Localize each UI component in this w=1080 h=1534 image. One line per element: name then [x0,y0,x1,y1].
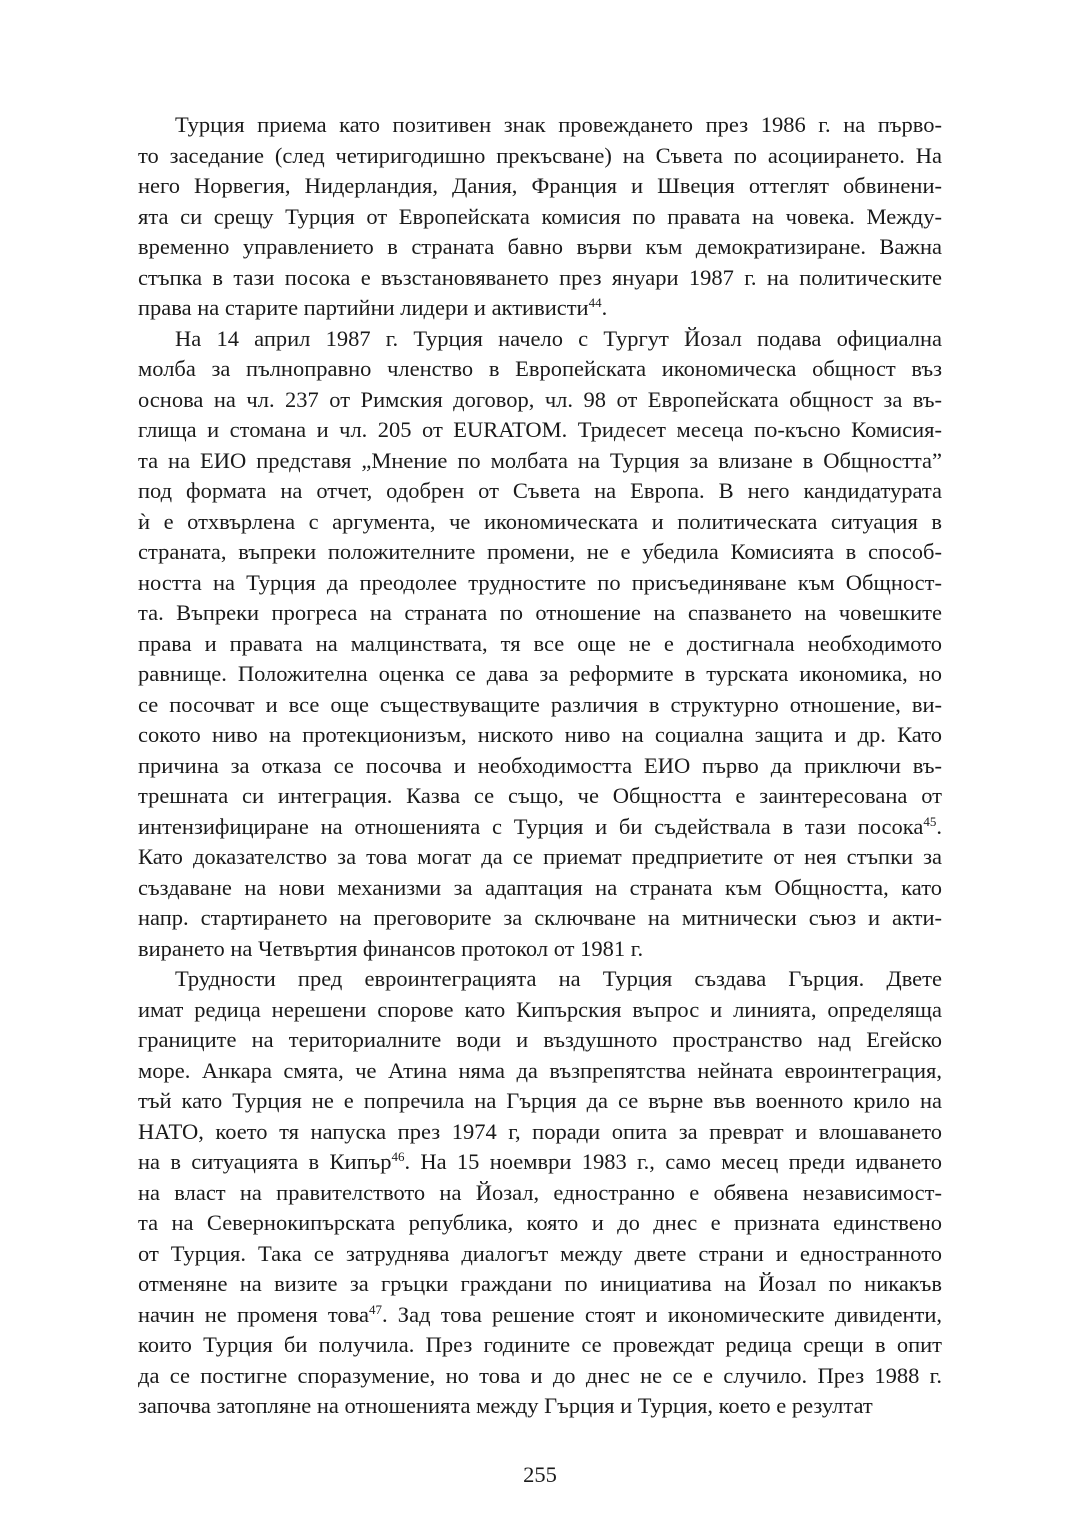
line-text-tail: . [601,295,608,320]
line-text: На 14 април 1987 г. Турция начело с Тургут Йозал подава официална [175,325,942,351]
paragraph [138,110,942,324]
line-text: отменяне на визите за гръцки граждани по инициатива на Йозал по никакъв [138,1271,942,1296]
line-text: Трудности пред евроинтеграцията на Турция създава Гърция. Двете [175,966,942,991]
text-line [138,537,942,568]
text-line [138,476,942,507]
line-text: които Турция би получила. През годините се провеждат редица срещи в опит [138,1332,942,1357]
text-line [138,202,942,233]
line-text: на в ситуацията в Кипър [138,1149,392,1174]
text-line [138,1361,942,1392]
line-text: вирането на Четвъртия финансов протокол от 1981 г. [138,935,644,961]
text-line [138,1086,942,1117]
line-text: тъй като Турция не е попречила на Гърция да се върне във военното крило на [138,1088,942,1113]
text-line [138,263,942,294]
line-text: Като доказателство за това могат да се приемат предприетите от нея стъпки за [138,844,942,869]
text-line [138,629,942,660]
text-line [138,842,942,873]
text-line [138,598,942,629]
line-text: трешната си интеграция. Казва се също, че Общността е заинтересована от [138,783,942,808]
line-text: та на Севернокипърската република, която и до днес е призната единствено [138,1210,942,1235]
text-line [138,568,942,599]
line-text: глища и стомана и чл. 205 от EURATOM. Тридесет месеца по-късно Комисия- [138,417,942,442]
text-line [138,1208,942,1239]
line-text: напр. стартирането на преговорите за сключване на митнически съюз и акти- [138,905,942,930]
line-text: начин не променя това [138,1301,369,1327]
line-text: да се постигне споразумение, но това и до днес не се е случило. През 1988 г. [138,1362,942,1388]
line-text: Турция приема като позитивен знак провеждането през 1986 г. на първо- [175,112,942,137]
line-text: от Турция. Така се затруднява диалогът между двете страни и едностранното [138,1240,942,1266]
line-text: основа на чл. 237 от Римския договор, чл. 98 от Европейската общност за въ- [138,386,942,412]
line-text: ността на Турция да преодолее трудностите по присъединяване към Общност- [138,569,942,595]
line-text: ята си срещу Турция от Европейската комисия по правата на човека. Между- [138,203,942,229]
text-line [138,690,942,721]
text-line [138,446,942,477]
line-text-tail: . Зад това решение стоят и икономическите дивиденти, [381,1301,942,1327]
line-text: него Норвегия, Нидерландия, Дания, Франция и Швеция оттеглят обвинени- [138,173,942,198]
line-text: интензифициране на отношенията с Турция и би съдействала в тази посока [138,813,924,839]
line-text: права на старите партийни лидери и активисти [138,295,589,320]
text-line [138,903,942,934]
line-text: ѝ е отхвърлена с аргумента, че икономическата и политическата ситуация в [138,508,942,534]
line-text-tail: . На 15 ноември 1983 г., само месец преди идването [404,1149,942,1174]
text-line [138,110,942,141]
text-line [138,659,942,690]
text-line [138,751,942,782]
text-line [138,141,942,172]
text-line [138,1147,942,1178]
text-line [138,1269,942,1300]
text-line [138,1330,942,1361]
text-line [138,507,942,538]
text-line [138,934,942,965]
page-number: 255 [523,1462,557,1487]
line-text: то заседание (след четиригодишно прекъсване) на Съвета по асоциирането. На [138,142,942,168]
text-line [138,873,942,904]
line-text: права и правата на малцинствата, тя все още не е достигнала необходимото [138,630,942,656]
line-text: създаване на нови механизми за адаптация на страната към Общността, като [138,874,942,900]
line-text: НАТО, което тя напуска през 1974 г, поради опита за преврат и влошаването [138,1118,942,1144]
text-line [138,415,942,446]
text-line [138,324,942,355]
line-text: та. Въпреки прогреса на страната по отношение на спазването на човешките [138,600,942,625]
line-text: се посочват и все още съществуващите различия в структурно отношение, ви- [138,691,942,717]
line-text: на власт на правителството на Йозал, едностранно е обявена независимост- [138,1179,942,1205]
line-text: море. Анкара смята, че Атина няма да възпрепятства нейната евроинтеграция, [138,1057,942,1083]
text-line [138,1117,942,1148]
body-text [138,110,942,1422]
text-line [138,171,942,202]
text-line [138,232,942,263]
paragraph [138,324,942,965]
line-text: сокото ниво на протекционизъм, ниското ниво на социална защита и др. Като [138,722,942,747]
line-text: та на ЕИО представя „Мнение по молбата на Турция за влизане в Общността” [138,447,942,473]
line-text: причина за отказа се посочва и необходимостта ЕИО първо да приключи въ- [138,752,942,778]
footnote-ref[interactable]: 45 [923,813,937,829]
text-line [138,812,942,843]
text-line [138,1391,942,1422]
line-text-tail: . [936,813,942,839]
line-text: под формата на отчет, одобрен от Съвета на Европа. В него кандидатурата [138,478,942,503]
paragraph [138,964,942,1422]
text-line [138,720,942,751]
line-text: започва затопляне на отношенията между Гърция и Турция, което е резултат [138,1393,873,1418]
line-text: имат редица нерешени спорове като Кипърския въпрос и линията, определяща [138,996,942,1022]
text-line [138,995,942,1026]
line-text: равнище. Положителна оценка се дава за реформите в турската икономика, но [138,661,942,686]
text-line [138,385,942,416]
line-text: страната, въпреки положителните промени, не е убедила Комисията в способ- [138,539,942,564]
footnote-ref[interactable]: 44 [588,295,602,310]
text-line [138,1300,942,1331]
line-text: молба за пълноправно членство в Европейската икономическа общност въз [138,356,942,381]
text-line [138,781,942,812]
text-line [138,1056,942,1087]
text-line [138,354,942,385]
text-line [138,293,942,324]
text-line [138,1178,942,1209]
line-text: временно управлението в страната бавно върви към демократизиране. Важна [138,234,942,259]
footnote-ref[interactable]: 46 [391,1149,405,1164]
footnote-ref[interactable]: 47 [368,1301,382,1317]
text-line [138,964,942,995]
text-line [138,1025,942,1056]
text-line [138,1239,942,1270]
line-text: стъпка в тази посока е възстановяването през януари 1987 г. на политическите [138,264,942,290]
line-text: границите на териториалните води и въздушното пространство над Егейско [138,1027,942,1052]
